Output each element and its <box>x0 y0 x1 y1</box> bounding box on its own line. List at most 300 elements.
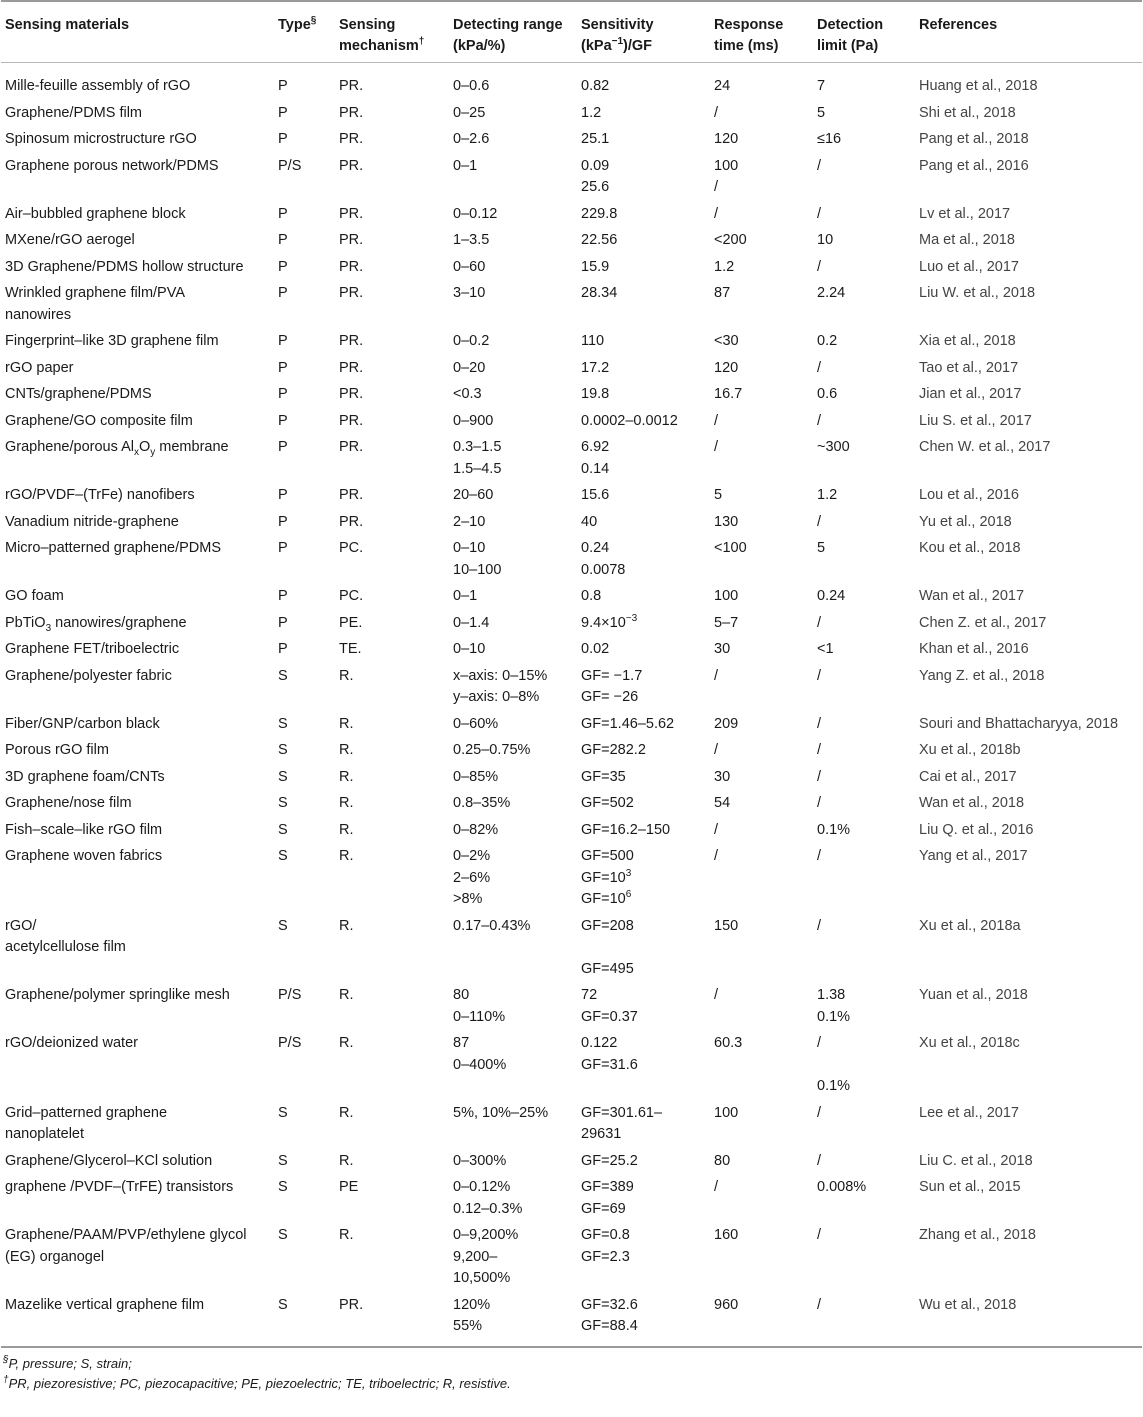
cell-limit <box>813 981 915 1029</box>
cell-range <box>449 380 577 407</box>
cell-type: P <box>278 205 288 222</box>
cell-mechanism: R. <box>339 1035 354 1051</box>
cell-response <box>710 481 813 508</box>
table-row <box>1 253 1142 280</box>
cell-response <box>710 99 813 126</box>
cell-mechanism: R. <box>339 1152 354 1169</box>
cell-line: 10–100 <box>453 561 502 578</box>
cell-response <box>710 912 813 982</box>
cell-type: S <box>274 1291 335 1347</box>
cell-line: 0–400% <box>453 1056 507 1073</box>
cell-line: nanoplatelet <box>5 1126 85 1142</box>
table-row <box>1 710 1142 737</box>
cell-line: 960 <box>714 1296 739 1313</box>
cell-response <box>710 200 813 227</box>
cell-line: 30 <box>714 641 731 657</box>
cell-line: 0–2% <box>453 848 491 864</box>
cell-limit <box>813 842 915 912</box>
cell-response <box>710 1221 813 1291</box>
cell-response <box>710 380 813 407</box>
cell-line: Vanadium nitride-graphene <box>5 513 179 530</box>
cell-line: / <box>714 821 719 838</box>
cell-type: S <box>278 742 288 758</box>
cell-line: GF=282.2 <box>581 742 646 758</box>
cell-type: S <box>278 1152 288 1169</box>
cell-line: 7 <box>817 78 826 94</box>
cell-line: / <box>817 768 822 785</box>
cell-mechanism: PR. <box>339 359 364 376</box>
cell-line: 0.12–0.3% <box>453 1200 523 1217</box>
cell-material <box>1 200 274 227</box>
cell-line: 24 <box>714 78 731 94</box>
cell-limit <box>813 63 915 99</box>
cell-range <box>449 609 577 636</box>
table-row <box>1 1099 1142 1147</box>
cell-response <box>710 1173 813 1221</box>
cell-line: 130 <box>714 513 739 530</box>
cell-line: Graphene porous network/PDMS <box>5 157 219 174</box>
cell-type: P/S <box>278 1035 302 1051</box>
cell-line: 0–10 <box>453 641 486 657</box>
cell-line: / <box>817 1152 822 1169</box>
cell-line: / <box>817 742 822 758</box>
cell-reference: Liu C. et al., 2018 <box>919 1152 1033 1169</box>
cell-line: 25.1 <box>581 131 610 147</box>
cell-limit <box>813 1147 915 1174</box>
cell-line: 87 <box>453 1035 470 1051</box>
cell-material <box>1 63 274 99</box>
cell-sensitivity <box>577 99 710 126</box>
cell-limit <box>813 816 915 843</box>
cell-type: P <box>278 359 288 376</box>
cell-response <box>710 662 813 710</box>
cell-line: / <box>714 439 719 455</box>
cell-type: S <box>278 768 288 785</box>
cell-type: S <box>278 1104 288 1121</box>
cell-reference: Pang et al., 2016 <box>919 157 1029 174</box>
cell-line: / <box>817 1227 822 1243</box>
cell-material <box>1 1147 274 1174</box>
cell-range <box>449 433 577 481</box>
cell-line: Graphene woven fabrics <box>5 848 163 864</box>
cell-line: 0.008% <box>817 1179 867 1195</box>
cell-type: S <box>278 848 288 864</box>
cell-line: Mille-feuille assembly of rGO <box>5 78 191 94</box>
cell-line: 0.8–35% <box>453 795 511 811</box>
cell-line: GF= −26 <box>581 689 639 705</box>
cell-response <box>710 842 813 912</box>
table-row <box>1 354 1142 381</box>
cell-limit <box>813 736 915 763</box>
cell-type: P <box>278 104 288 121</box>
cell-line: GF=69 <box>581 1200 626 1217</box>
cell-reference: Khan et al., 2016 <box>919 641 1029 657</box>
cell-range <box>449 981 577 1029</box>
cell-limit <box>813 152 915 200</box>
cell-line: 0–9,200% <box>453 1227 519 1243</box>
header-sensitivity: Sensitivity (kPa$^{-1}$)/GF <box>577 1 710 63</box>
cell-line: / <box>817 848 822 864</box>
table-row <box>1 99 1142 126</box>
cell-line: 120% <box>453 1296 491 1313</box>
table-row <box>1 534 1142 582</box>
table-row <box>1 125 1142 152</box>
cell-range <box>449 789 577 816</box>
cell-line: Graphene/PAAM/PVP/ethylene glycol <box>5 1227 247 1243</box>
cell-type: P <box>278 333 288 349</box>
header-range: Detecting range (kPa/%) <box>449 1 577 63</box>
cell-line: GF=495 <box>581 960 634 977</box>
cell-line: GF=32.6 <box>581 1296 638 1313</box>
table-row <box>1 200 1142 227</box>
cell-sensitivity <box>577 710 710 737</box>
cell-line: / <box>817 258 822 275</box>
cell-line: Porous rGO film <box>5 742 109 758</box>
cell-limit <box>813 253 915 280</box>
cell-line: 110 <box>581 333 605 349</box>
cell-line: GF=31.6 <box>581 1056 638 1073</box>
cell-reference: Xu et al., 2018b <box>919 742 1021 758</box>
cell-sensitivity <box>577 1291 710 1347</box>
cell-line: / <box>714 1179 719 1195</box>
cell-sensitivity <box>577 981 710 1029</box>
cell-limit <box>813 327 915 354</box>
table-row <box>1 816 1142 843</box>
cell-line: 25.6 <box>581 179 610 195</box>
cell-line: 100 <box>714 157 739 174</box>
cell-limit <box>813 662 915 710</box>
cell-line: Air–bubbled graphene block <box>5 205 186 222</box>
cell-line: <100 <box>714 540 747 556</box>
header-mechanism: Sensing mechanism† <box>335 1 449 63</box>
cell-line: 1.2 <box>817 487 838 503</box>
cell-response <box>710 635 813 662</box>
cell-type: S <box>278 795 288 811</box>
cell-material <box>1 1173 274 1221</box>
cell-material <box>1 789 274 816</box>
cell-line: MXene/rGO aerogel <box>5 232 135 248</box>
cell-line: Graphene/PDMS film <box>5 104 142 121</box>
cell-material <box>1 327 274 354</box>
cell-line: / <box>817 795 822 811</box>
cell-type: P <box>278 78 288 94</box>
cell-reference: Xu et al., 2018c <box>919 1035 1020 1051</box>
header-row <box>1 1 1142 63</box>
cell-response <box>710 736 813 763</box>
cell-reference: Liu W. et al., 2018 <box>919 285 1036 301</box>
table-row <box>1 912 1142 982</box>
cell-limit <box>813 789 915 816</box>
cell-response <box>710 327 813 354</box>
cell-type: P <box>278 439 288 455</box>
cell-line: 40 <box>581 513 598 530</box>
cell-line: Graphene/polymer springlike mesh <box>5 987 230 1003</box>
cell-material <box>1 635 274 662</box>
cell-sensitivity <box>577 1221 710 1291</box>
cell-limit <box>813 279 915 327</box>
cell-mechanism: R. <box>339 1104 354 1121</box>
cell-line: ~300 <box>817 439 850 455</box>
cell-range <box>449 912 577 982</box>
cell-material <box>1 912 274 982</box>
cell-reference: Chen Z. et al., 2017 <box>919 614 1047 631</box>
cell-material <box>1 842 274 912</box>
cell-line: CNTs/graphene/PDMS <box>5 386 152 402</box>
cell-line: / <box>714 179 719 195</box>
cell-material <box>1 582 274 609</box>
cell-line <box>817 1055 911 1077</box>
cell-line: 0.17–0.43% <box>453 917 531 934</box>
cell-line: 20–60 <box>453 487 494 503</box>
cell-material <box>1 1099 274 1147</box>
cell-response <box>710 407 813 434</box>
cell-reference: Kou et al., 2018 <box>919 540 1021 556</box>
cell-line: 29631 <box>581 1126 622 1142</box>
cell-line: / <box>817 1296 822 1313</box>
cell-mechanism: PR. <box>339 487 364 503</box>
cell-line: 0–2.6 <box>453 131 490 147</box>
cell-material: Graphene/porous $Al_xO_y$ membrane <box>5 439 229 458</box>
cell-line: rGO/ <box>5 917 37 934</box>
cell-line: 22.56 <box>581 232 618 248</box>
cell-reference: Wan et al., 2017 <box>919 588 1025 604</box>
cell-response <box>710 816 813 843</box>
cell-line: / <box>817 614 822 631</box>
table-row <box>1 279 1142 327</box>
cell-limit <box>813 354 915 381</box>
cell-range <box>449 534 577 582</box>
cell-line: GF=35 <box>581 768 626 785</box>
cell-sensitivity <box>577 662 710 710</box>
cell-material: PbTiO$_3$ nanowires/graphene <box>5 614 187 634</box>
cell-response <box>710 1099 813 1147</box>
cell-line: / <box>817 359 822 376</box>
cell-limit <box>813 407 915 434</box>
cell-line: / <box>714 742 719 758</box>
cell-line: 1.2 <box>581 104 602 121</box>
cell-line: Wrinkled graphene film/PVA <box>5 285 185 301</box>
cell-line: Mazelike vertical graphene film <box>5 1296 205 1313</box>
cell-material <box>1 481 274 508</box>
cell-line: 0–0.6 <box>453 78 490 94</box>
header-response: Response time (ms) <box>710 1 813 63</box>
cell-sensitivity <box>577 1029 710 1099</box>
cell-line: 0.0078 <box>581 561 626 578</box>
table-row <box>1 582 1142 609</box>
cell-material <box>1 125 274 152</box>
cell-line: 0.09 <box>581 157 610 174</box>
cell-type: S <box>278 715 288 732</box>
cell-line: acetylcellulose film <box>5 939 126 955</box>
table-row <box>1 407 1142 434</box>
cell-line: 80 <box>714 1152 731 1169</box>
cell-reference: Lee et al., 2017 <box>919 1104 1019 1121</box>
table-row <box>1 380 1142 407</box>
cell-line: 0.24 <box>581 540 610 556</box>
cell-line: 0.82 <box>581 78 610 94</box>
cell-reference: Luo et al., 2017 <box>919 258 1019 275</box>
cell-range <box>449 125 577 152</box>
cell-line: 17.2 <box>581 359 610 376</box>
cell-material <box>1 253 274 280</box>
cell-line: / <box>817 157 822 174</box>
table-row <box>1 789 1142 816</box>
cell-sensitivity <box>577 200 710 227</box>
cell-mechanism: PE <box>339 1179 359 1195</box>
cell-line: GF=502 <box>581 795 634 811</box>
footnote-mechanism: †PR, piezoresistive; PC, piezocapacitive; PE, piezoelectric; TE, triboelectric; R, resistive. <box>3 1374 511 1391</box>
cell-type: P <box>278 412 288 429</box>
cell-line: / <box>817 1035 822 1051</box>
cell-line: / <box>817 917 822 934</box>
cell-line: 1–3.5 <box>453 232 490 248</box>
cell-response <box>710 1147 813 1174</box>
cell-sensitivity <box>577 789 710 816</box>
sensing-materials-table <box>1 0 1142 1348</box>
cell-response <box>710 253 813 280</box>
cell-reference: Pang et al., 2018 <box>919 131 1029 147</box>
cell-response <box>710 789 813 816</box>
cell-line: 5 <box>714 487 723 503</box>
cell-limit <box>813 508 915 535</box>
cell-mechanism: PR. <box>339 104 364 121</box>
cell-mechanism: PR. <box>339 232 364 248</box>
cell-mechanism: R. <box>339 848 354 864</box>
cell-line: <200 <box>714 232 747 248</box>
cell-line: GF=301.61– <box>581 1104 663 1121</box>
cell-range <box>449 1173 577 1221</box>
table-row <box>1 635 1142 662</box>
table-body <box>1 63 1142 1347</box>
cell-response <box>710 763 813 790</box>
table-row <box>1 327 1142 354</box>
cell-line: Graphene/nose film <box>5 795 132 811</box>
cell-line: 160 <box>714 1227 739 1243</box>
cell-sensitivity <box>577 327 710 354</box>
cell-line: GF=0.8 <box>581 1227 630 1243</box>
cell-mechanism: PR. <box>335 1291 449 1347</box>
cell-line: 0–60% <box>453 715 499 732</box>
cell-line: x–axis: 0–15% <box>453 667 548 684</box>
cell-response <box>710 710 813 737</box>
cell-line: 3D graphene foam/CNTs <box>5 768 165 785</box>
cell-sensitivity: $9.4\times 10^{-3}$ <box>581 612 638 631</box>
cell-limit <box>813 380 915 407</box>
cell-limit <box>813 481 915 508</box>
cell-line: 150 <box>714 917 739 934</box>
cell-line: 0–0.12 <box>453 205 498 222</box>
cell-mechanism: PR. <box>339 285 364 301</box>
cell-line: Grid–patterned graphene <box>5 1104 168 1121</box>
cell-range <box>449 1291 577 1347</box>
cell-material <box>1 407 274 434</box>
cell-line: GF=88.4 <box>581 1318 638 1334</box>
cell-mechanism: PR. <box>339 258 364 275</box>
cell-type: P/S <box>278 157 302 174</box>
footnote-type: §P, pressure; S, strain; <box>3 1354 132 1371</box>
cell-line: / <box>714 848 719 864</box>
cell-line: 100 <box>714 1104 739 1121</box>
cell-line: Micro–patterned graphene/PDMS <box>5 540 222 556</box>
cell-range <box>449 200 577 227</box>
cell-sensitivity: GF=500 $GF=10^3$ $GF=10^6$ <box>581 848 634 907</box>
header-reference: References <box>915 1 1142 63</box>
table-row <box>1 481 1142 508</box>
cell-line: 1.2 <box>714 258 735 275</box>
cell-reference: Cai et al., 2017 <box>919 768 1017 785</box>
cell-response <box>710 508 813 535</box>
cell-line: 2–6% <box>453 869 491 886</box>
cell-line: 1.38 <box>817 987 846 1003</box>
cell-mechanism: PR. <box>339 412 364 429</box>
cell-line: / <box>817 715 822 732</box>
cell-line: nanowires <box>5 306 72 323</box>
cell-line: 0–0.2 <box>453 333 490 349</box>
table-row <box>1 842 1142 912</box>
cell-type: P <box>278 285 288 301</box>
cell-line: 120 <box>714 359 739 376</box>
table-row <box>1 433 1142 481</box>
cell-response <box>710 433 813 481</box>
cell-line: 0–82% <box>453 821 499 838</box>
cell-mechanism: PE. <box>339 614 363 631</box>
cell-reference: Zhang et al., 2018 <box>919 1227 1036 1243</box>
cell-response <box>710 981 813 1029</box>
cell-line: 0–20 <box>453 359 486 376</box>
cell-line: 3D Graphene/PDMS hollow structure <box>5 258 244 275</box>
cell-line: 0–1.4 <box>453 614 490 631</box>
cell-line: GF=389 <box>581 1179 634 1195</box>
cell-response <box>710 152 813 200</box>
cell-line: / <box>817 1104 822 1121</box>
cell-line: 0.6 <box>817 386 838 402</box>
cell-line: 0.24 <box>817 588 846 604</box>
cell-mechanism: PC. <box>339 588 364 604</box>
cell-line: <30 <box>714 333 739 349</box>
cell-line: 120 <box>714 131 739 147</box>
cell-line: 2–10 <box>453 513 486 530</box>
cell-limit <box>813 226 915 253</box>
cell-line: 10,500% <box>453 1270 511 1286</box>
cell-material <box>1 1291 274 1347</box>
cell-sensitivity <box>577 481 710 508</box>
cell-mechanism: R. <box>339 917 354 934</box>
cell-line: 15.6 <box>581 487 610 503</box>
cell-line: 6.92 <box>581 439 610 455</box>
cell-line: 0–10 <box>453 540 486 556</box>
cell-material <box>1 380 274 407</box>
cell-sensitivity <box>577 912 710 982</box>
cell-limit <box>813 912 915 982</box>
cell-reference: Wan et al., 2018 <box>919 795 1025 811</box>
cell-line: / <box>714 104 719 121</box>
cell-range <box>449 99 577 126</box>
cell-line: rGO paper <box>5 359 74 376</box>
cell-line: 0.122 <box>581 1035 618 1051</box>
cell-type: S <box>278 667 288 684</box>
cell-limit <box>813 534 915 582</box>
cell-line: Fiber/GNP/carbon black <box>5 715 160 732</box>
cell-material <box>1 1221 274 1291</box>
cell-line: 229.8 <box>581 205 618 222</box>
cell-line: 0–300% <box>453 1152 507 1169</box>
cell-type: P <box>278 131 288 147</box>
table-row <box>1 981 1142 1029</box>
cell-line: 0.1% <box>817 1008 851 1025</box>
cell-type: S <box>278 1179 288 1195</box>
cell-sensitivity <box>577 1147 710 1174</box>
table-row <box>1 226 1142 253</box>
